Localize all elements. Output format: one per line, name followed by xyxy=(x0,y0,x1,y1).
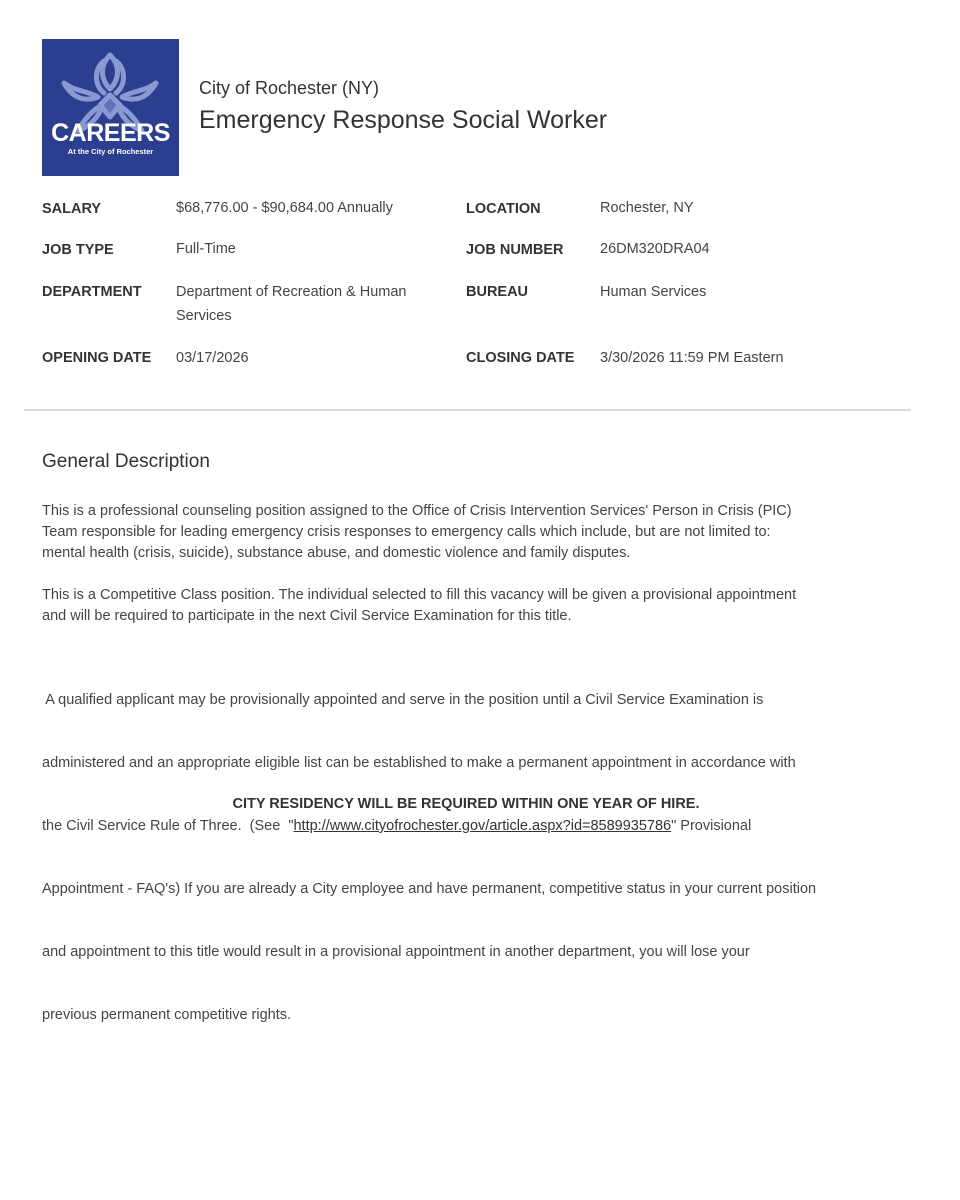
department-value-line1: Department of Recreation & Human xyxy=(176,284,407,300)
bureau-label: BUREAU xyxy=(466,284,529,300)
text-line: previous permanent competitive rights. xyxy=(42,1007,292,1023)
salary-value: $68,776.00 - $90,684.00 Annually xyxy=(176,200,393,216)
description-paragraph-1 xyxy=(42,501,902,564)
location-label: LOCATION xyxy=(466,201,541,217)
text-line: Team responsible for leading emergency crisis responses to emergency calls which include, but are not limited to: xyxy=(42,524,771,540)
job-number-value: 26DM320DRA04 xyxy=(600,241,710,257)
text-line: and appointment to this title would result in a provisional appointment in another department, you will lose your xyxy=(42,944,750,960)
closing-date-value: 3/30/2026 11:59 PM Eastern xyxy=(600,350,784,366)
logo-tagline: At the City of Rochester xyxy=(67,147,154,156)
closing-date-label: CLOSING DATE xyxy=(466,350,575,366)
text-line: A qualified applicant may be provisionally appointed and serve in the position until a Civil Service Examination is xyxy=(42,692,764,708)
city-careers-logo xyxy=(42,39,179,176)
department-label: DEPARTMENT xyxy=(42,284,142,300)
bureau-value: Human Services xyxy=(600,284,707,300)
text-fragment: the Civil Service Rule of Three. (See " xyxy=(42,818,294,834)
provisional-appointment-faq-link[interactable]: http://www.cityofrochester.gov/article.aspx?id=8589935786 xyxy=(293,818,672,834)
text-line: and will be required to participate in the next Civil Service Examination for this title. xyxy=(42,608,572,624)
page-title: Emergency Response Social Worker xyxy=(199,106,608,134)
residency-notice: CITY RESIDENCY WILL BE REQUIRED WITHIN ONE YEAR OF HIRE. xyxy=(232,796,700,812)
description-paragraph-2 xyxy=(42,585,902,627)
text-line: Appointment - FAQ's) If you are already a City employee and have permanent, competitive status in your current position xyxy=(42,881,817,897)
job-type-label: JOB TYPE xyxy=(42,242,114,258)
opening-date-label: OPENING DATE xyxy=(42,350,152,366)
organization-name: City of Rochester (NY) xyxy=(199,78,380,98)
general-description-heading: General Description xyxy=(42,451,210,472)
salary-label: SALARY xyxy=(42,201,102,217)
location-value: Rochester, NY xyxy=(600,200,694,216)
text-fragment: " Provisional xyxy=(671,818,752,834)
text-line xyxy=(42,816,902,837)
job-number-label: JOB NUMBER xyxy=(466,242,564,258)
description-paragraph-3 xyxy=(42,648,902,1047)
department-value-line2: Services xyxy=(176,308,232,324)
text-line: administered and an appropriate eligible list can be established to make a permanent appointment in accordance with xyxy=(42,755,796,771)
section-divider xyxy=(24,409,911,411)
text-line: mental health (crisis, suicide), substance abuse, and domestic violence and family disputes. xyxy=(42,545,631,561)
logo-wordmark: CAREERS xyxy=(51,119,170,147)
opening-date-value: 03/17/2026 xyxy=(176,350,249,366)
text-line: This is a Competitive Class position. The individual selected to fill this vacancy will be given a provisional appointment xyxy=(42,587,797,603)
job-type-value: Full-Time xyxy=(176,241,236,257)
text-line: This is a professional counseling position assigned to the Office of Crisis Intervention Services' Person in Crisis (PIC) xyxy=(42,503,792,519)
